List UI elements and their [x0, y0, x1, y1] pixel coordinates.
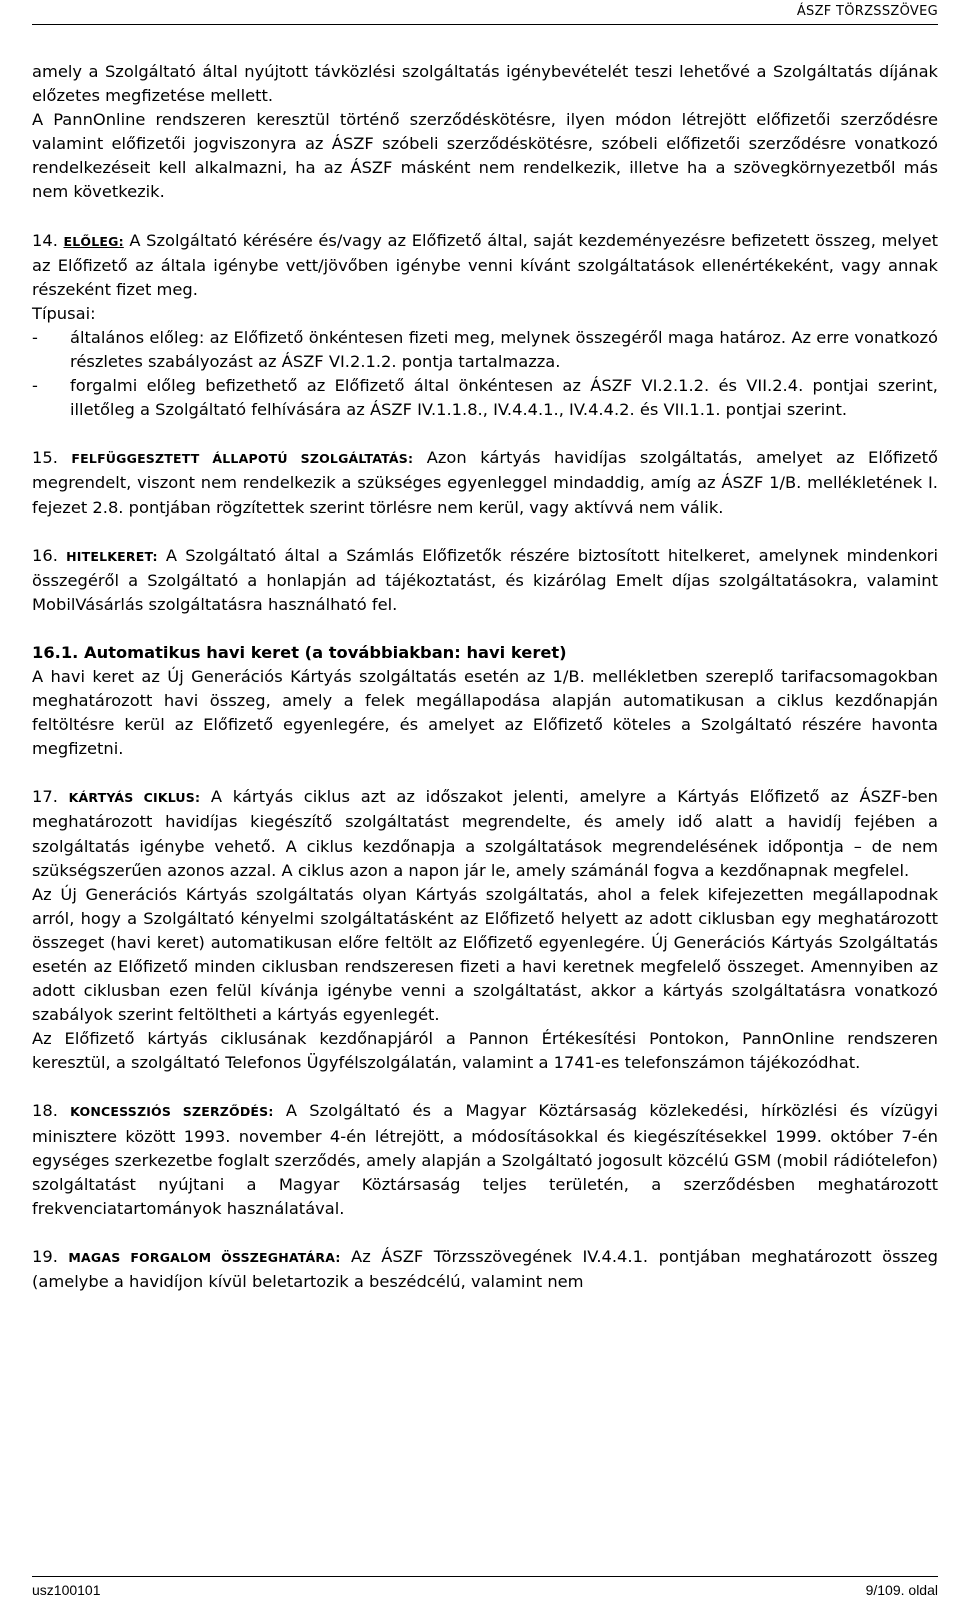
list-item	[32, 374, 938, 422]
page-header	[32, 2, 938, 25]
section-18	[32, 1099, 938, 1220]
section-17-keyword: KÁRTYÁS CIKLUS:	[68, 790, 201, 806]
section-14-keyword: ELŐLEG:	[63, 233, 124, 249]
section-17-text: A kártyás ciklus azt az időszakot jelenti, amelyre a Kártyás Előfizető az ÁSZF-ben meghatározott havidíjas kiegészítő szolgáltatást megrendelte, és amely idő alatt a havidíj fejében a szolgáltatás igénybe vehető. A ciklus kezdőnapja a szolgáltatások megrendelésének időpontja – de nem szükségszerűen azonos azzal. A ciklus azon a napon jár le, amely számánál fogva a kezdőnapnak megfelel.	[32, 787, 938, 880]
footer-doc-id: usz100101	[32, 1582, 101, 1598]
section-17-paragraph-2: Az Új Generációs Kártyás szolgáltatás olyan Kártyás szolgáltatás, ahol a felek kifejezetten megállapodnak arról, hogy a Szolgáltató kényelmi szolgáltatásként az Előfizető helyett az adott ciklusban egy meghatározott összeget (havi keret) automatikusan előre feltölt az Előfizető egyenlegére. Új Generációs Kártyás Szolgáltatás esetén az Előfizető minden ciklusban rendszeresen fizeti a havi keretnek megfelelő összeget. Amennyiben az adott ciklusban ezen felül kívánja igénybe venni a szolgáltatást, akkor a kártyás szolgáltatásra vonatkozó szabályok szerint feltöltheti a kártyás egyenlegét.	[32, 884, 938, 1025]
section-16-text: A Szolgáltató által a Számlás Előfizetők részére biztosított hitelkeret, amelynek mindenkori összegéről a Szolgáltató a honlapján ad tájékoztatást, és kizárólag Emelt díjas szolgáltatásokra, valamint MobilVásárlás szolgáltatásra használható fel.	[32, 545, 938, 614]
section-19-text: Az ÁSZF Törzsszövegének IV.4.4.1. pontjában meghatározott összeg (amelybe a havidíjon kívül beletartozik a beszédcélú, valamint nem	[32, 1246, 938, 1292]
section-14-types-label: Típusai:	[32, 303, 96, 323]
section-19-number: 19.	[32, 1246, 69, 1266]
footer-page-number: 9/109. oldal	[865, 1582, 938, 1598]
document-page	[32, 0, 938, 1609]
intro-paragraph-1: amely a Szolgáltató által nyújtott távközlési szolgáltatás igénybevételét teszi lehetővé a Szolgáltatás díjának előzetes megfizetése mellett.	[32, 62, 938, 106]
section-17-number: 17.	[32, 787, 69, 807]
section-16-1-text: A havi keret az Új Generációs Kártyás szolgáltatás esetén az 1/B. mellékletben szereplő tarifacsomagokban meghatározott havi összeg, amely a felek megállapodása alapján automatikusan a ciklus kezdőnapján feltöltésre kerül az Előfizető egyenlegére, és amelyet az Előfizető köteles a Szolgáltató részére havonta megfizetni.	[32, 666, 938, 759]
section-19-keyword: MAGAS FORGALOM ÖSSZEGHATÁRA:	[68, 1249, 341, 1265]
section-18-text: A Szolgáltató és a Magyar Köztársaság közlekedési, hírközlési és vízügyi minisztere között 1993. november 4-én létrejött, a módosításokkal és kiegészítésekkel 1999. október 7-én egységes szerkezetbe foglalt szerződés, amely alapján a Szolgáltató jogosult közcélú GSM (mobil rádiótelefon) szolgáltatást nyújtani a Magyar Köztársaság teljes területén, a szerződésben meghatározott frekvenciatartományok használatával.	[32, 1101, 938, 1218]
section-14-text: A Szolgáltató kérésére és/vagy az Előfizető által, saját kezdeményezésre befizetett összeg, melyet az Előfizető az általa igénybe vett/jövőben igénybe venni kívánt szolgáltatások ellenértékeként, vagy annak részeként fizet meg.	[32, 230, 938, 299]
page-footer	[32, 1576, 938, 1599]
document-body	[32, 60, 938, 1294]
section-18-number: 18.	[32, 1101, 71, 1121]
list-item-text: általános előleg: az Előfizető önkéntesen fizeti meg, melynek összegéről maga határoz. Az erre vonatkozó részletes szabályozást az ÁSZF VI.2.1.2. pontja tartalmazza.	[70, 327, 938, 372]
section-15	[32, 446, 938, 519]
section-15-keyword: FELFÜGGESZTETT ÁLLAPOTÚ SZOLGÁLTATÁS:	[71, 451, 414, 467]
list-item	[32, 326, 938, 374]
section-14	[32, 229, 938, 423]
header-title: ÁSZF TÖRZSSZÖVEG	[796, 4, 938, 19]
section-15-text: Azon kártyás havidíjas szolgáltatás, amelyet az Előfizető megrendelt, viszont nem rendelkezik a szükséges egyenleggel mindaddig, amíg az ÁSZF 1/B. mellékletének I. fejezet 2.8. pontjában rögzítettek szerint törlésre nem kerül, vagy aktívvá nem válik.	[32, 448, 938, 517]
section-17	[32, 785, 938, 882]
section-17-paragraph-3: Az Előfizető kártyás ciklusának kezdőnapjáról a Pannon Értékesítési Pontokon, PannOnline rendszeren keresztül, a szolgáltató Telefonos Ügyfélszolgálatán, valamint a 1741-es telefonszámon tájékozódhat.	[32, 1029, 938, 1073]
section-15-number: 15.	[32, 448, 72, 468]
list-dash: -	[32, 327, 38, 347]
list-item-text: forgalmi előleg befizethető az Előfizető által önkéntesen az ÁSZF VI.2.1.2. és VII.2.4. pontjai szerint, illetőleg a Szolgáltató felhívására az ÁSZF IV.1.1.8., IV.4.4.1., IV.4.4.2. és VII.1.1. pontjai szerint.	[70, 376, 938, 420]
section-14-number: 14.	[32, 230, 64, 250]
list-dash: -	[32, 376, 38, 396]
section-16-number: 16.	[32, 545, 67, 565]
section-16	[32, 544, 938, 617]
section-14-definition	[32, 229, 938, 302]
intro-paragraph-2: A PannOnline rendszeren keresztül történő szerződéskötésre, ilyen módon létrejött előfizetői szerződésre valamint előfizetői jogviszonyra az ÁSZF szóbeli szerződéskötésre, szóbeli előfizetői szerződésre vonatkozó rendelkezéseit kell alkalmazni, ha az ÁSZF másként nem rendelkezik, illetve ha a szövegkörnyezetből más nem következik.	[32, 110, 938, 202]
section-18-keyword: KONCESSZIÓS SZERZŐDÉS:	[70, 1104, 274, 1120]
section-19	[32, 1245, 938, 1294]
section-16-keyword: HITELKERET:	[66, 548, 158, 564]
section-16-1-heading: 16.1. Automatikus havi keret (a továbbiakban: havi keret)	[32, 642, 567, 662]
